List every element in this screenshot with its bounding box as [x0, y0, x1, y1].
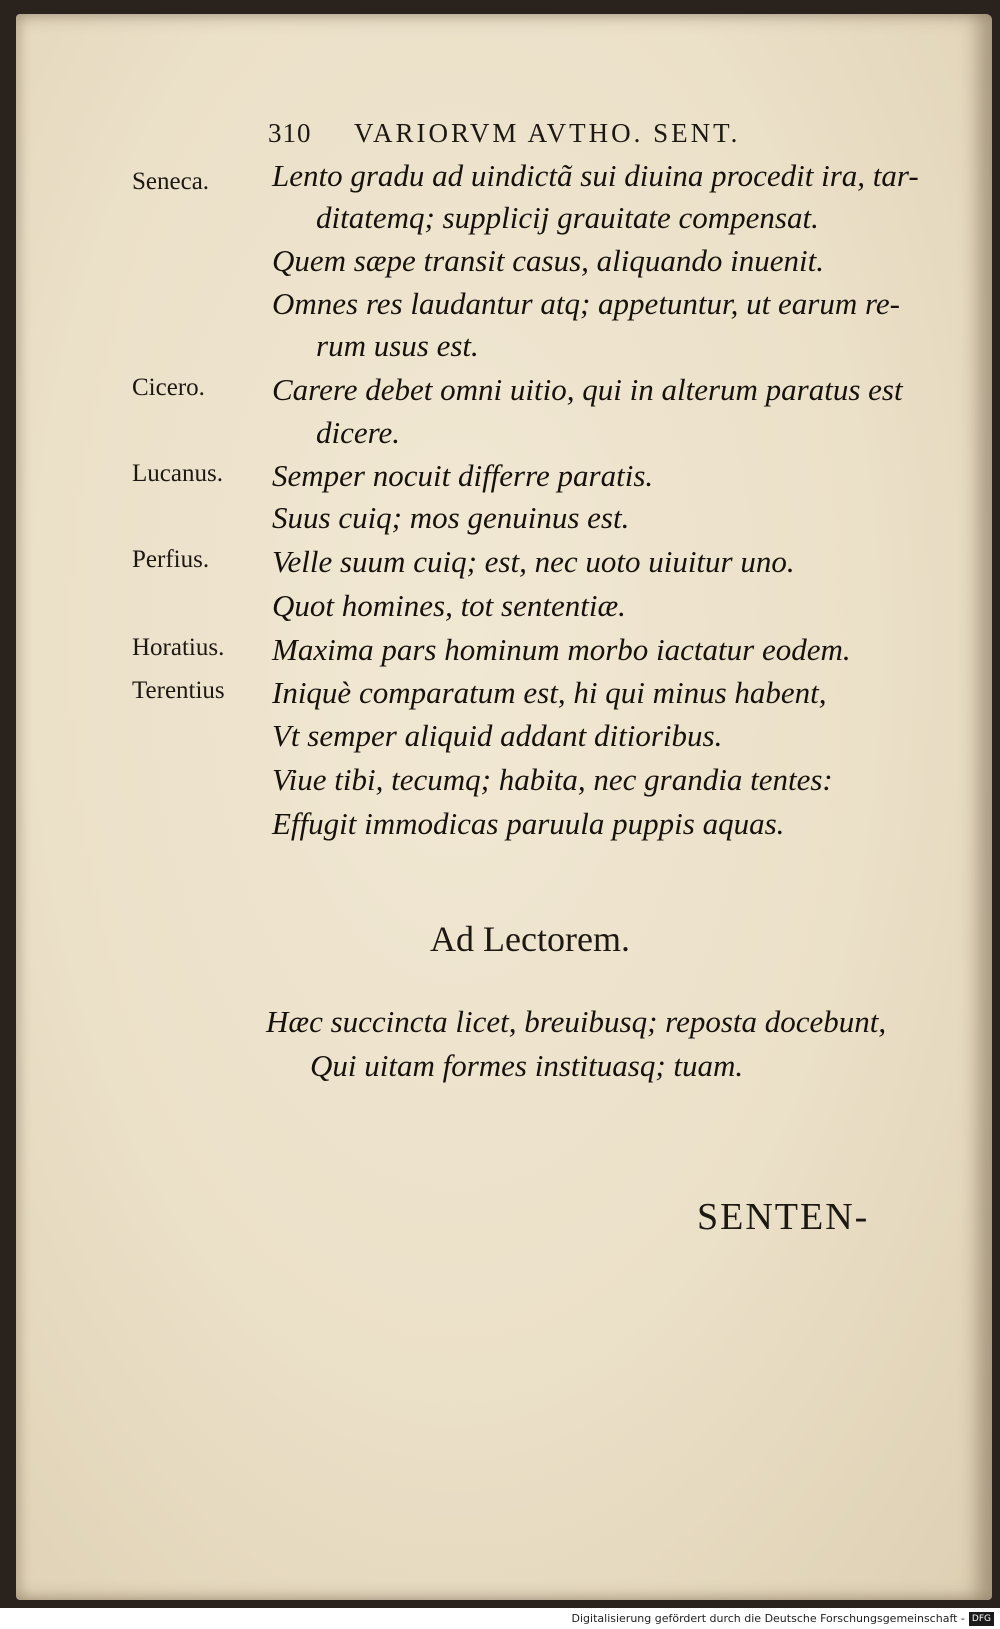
sentence-line: Quot homines, tot sententiæ. [272, 588, 626, 623]
sentence-line: Velle suum cuiq; est, nec uoto uiuitur uno. [272, 544, 795, 579]
sentence-line: Vt semper aliquid addant ditioribus. [272, 718, 723, 753]
sentence-line: Lento gradu ad uindictã sui diuina procedit ira, tar- [272, 158, 919, 193]
ad-lectorem-heading: Ad Lectorem. [430, 919, 630, 959]
sentence-line: Iniquè comparatum est, hi qui minus habent, [272, 675, 827, 710]
sentence-line: rum usus est. [316, 328, 479, 363]
sentence-line: Suus cuiq; mos genuinus est. [272, 500, 630, 535]
author-seneca: Seneca. [132, 168, 210, 195]
verse-line: Hæc succincta licet, breuibusq; reposta docebunt, [266, 1004, 887, 1039]
running-head [268, 118, 868, 149]
sentence-line: Semper nocuit differre paratis. [272, 458, 654, 493]
sentence-line: Viue tibi, tecumq; habita, nec grandia tentes: [272, 762, 833, 797]
digitization-footer [0, 1608, 1000, 1629]
sentence-line: ditatemq; supplicij grauitate compensat. [316, 200, 819, 235]
footer-text: Digitalisierung gefördert durch die Deutsche Forschungsgemeinschaft - [571, 1612, 965, 1625]
author-terentius: Terentius [132, 677, 225, 704]
sentence-line: Carere debet omni uitio, qui in alterum paratus est [272, 372, 903, 407]
dfg-logo: DFG [969, 1612, 994, 1626]
author-horatius: Horatius. [132, 634, 225, 661]
author-persius: Perfius. [132, 546, 210, 573]
sentence-line: Omnes res laudantur atq; appetuntur, ut earum re- [272, 286, 900, 321]
page-number: 310 [268, 118, 312, 148]
catchword: SENTEN- [697, 1196, 870, 1238]
sentence-line: Quem sæpe transit casus, aliquando inuenit. [272, 243, 824, 278]
verse-line: Qui uitam formes instituasq; tuam. [310, 1048, 744, 1083]
running-title: VARIORVM AVTHO. SENT. [354, 118, 741, 148]
sentence-line: Effugit immodicas paruula puppis aquas. [272, 806, 785, 841]
author-cicero: Cicero. [132, 374, 205, 401]
author-lucanus: Lucanus. [132, 460, 223, 487]
sentence-line: dicere. [316, 415, 401, 450]
sentence-line: Maxima pars hominum morbo iactatur eodem. [272, 632, 851, 667]
